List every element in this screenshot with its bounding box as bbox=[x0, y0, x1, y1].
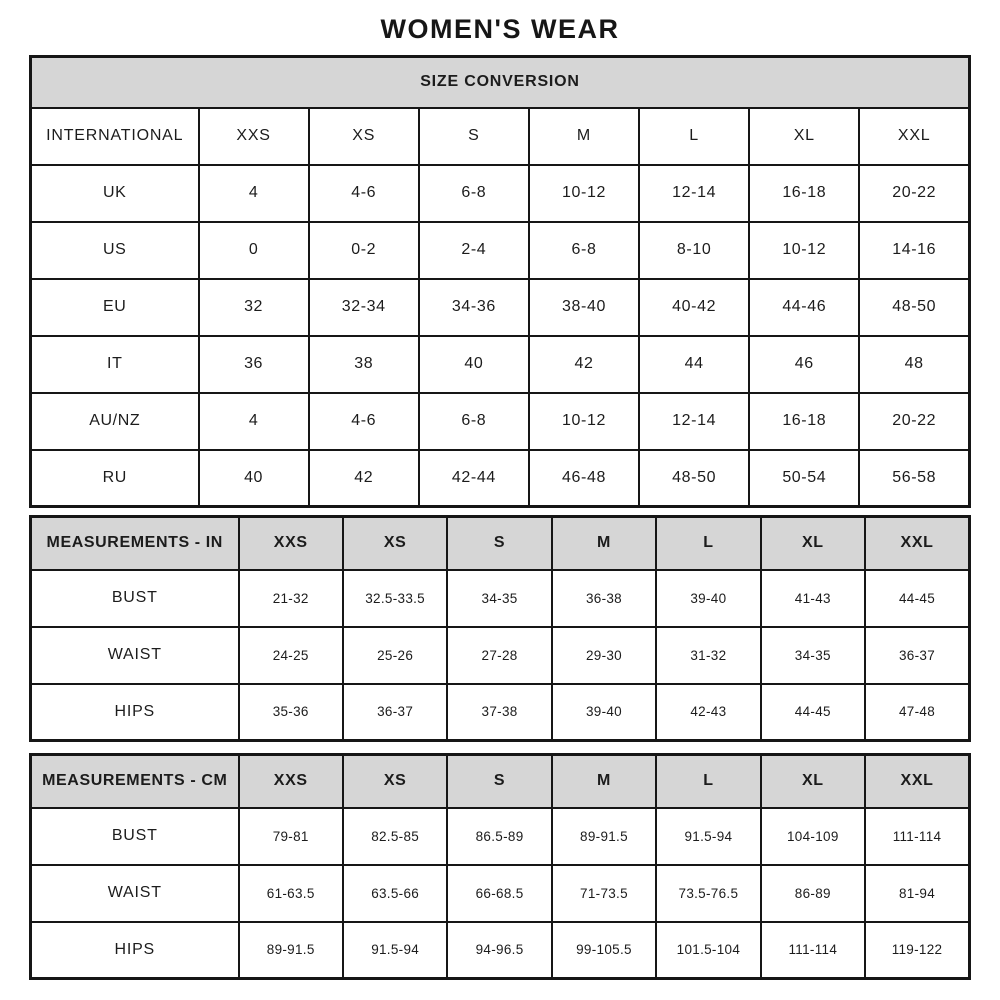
table-row-hips bbox=[31, 922, 970, 979]
value-cell: 16-18 bbox=[749, 393, 859, 450]
value-cell: 32 bbox=[199, 279, 309, 336]
size-header-s: S bbox=[447, 755, 551, 808]
value-cell: 34-36 bbox=[419, 279, 529, 336]
value-cell: 37-38 bbox=[447, 684, 551, 741]
value-cell: 16-18 bbox=[749, 165, 859, 222]
value-cell: 29-30 bbox=[552, 627, 656, 684]
value-cell: 94-96.5 bbox=[447, 922, 551, 979]
value-cell: 89-91.5 bbox=[239, 922, 343, 979]
value-cell: 8-10 bbox=[639, 222, 749, 279]
value-cell: 32-34 bbox=[309, 279, 419, 336]
value-cell: 44 bbox=[639, 336, 749, 393]
value-cell: 119-122 bbox=[865, 922, 969, 979]
value-cell: 63.5-66 bbox=[343, 865, 447, 922]
value-cell: 48-50 bbox=[859, 279, 969, 336]
row-label-bust: BUST bbox=[31, 570, 239, 627]
value-cell: 21-32 bbox=[239, 570, 343, 627]
value-cell: 12-14 bbox=[639, 393, 749, 450]
table-row-waist bbox=[31, 627, 970, 684]
row-label-au-nz: AU/NZ bbox=[31, 393, 199, 450]
row-label-bust: BUST bbox=[31, 808, 239, 865]
size-header-xs: XS bbox=[343, 517, 447, 570]
value-cell: 38 bbox=[309, 336, 419, 393]
value-cell: 20-22 bbox=[859, 393, 969, 450]
value-cell: 25-26 bbox=[343, 627, 447, 684]
value-cell: 44-46 bbox=[749, 279, 859, 336]
value-cell: 61-63.5 bbox=[239, 865, 343, 922]
sizes-header-row bbox=[31, 755, 970, 808]
size-header-xxs: XXS bbox=[239, 755, 343, 808]
measurements-cm-title: MEASUREMENTS - CM bbox=[31, 755, 239, 808]
value-cell: 12-14 bbox=[639, 165, 749, 222]
value-cell: 86.5-89 bbox=[447, 808, 551, 865]
value-cell: 104-109 bbox=[761, 808, 865, 865]
table-row-bust bbox=[31, 570, 970, 627]
value-cell: 56-58 bbox=[859, 450, 969, 507]
row-label-ru: RU bbox=[31, 450, 199, 507]
value-cell: 86-89 bbox=[761, 865, 865, 922]
value-cell: 10-12 bbox=[749, 222, 859, 279]
value-cell: 81-94 bbox=[865, 865, 969, 922]
row-label-waist: WAIST bbox=[31, 627, 239, 684]
value-cell: 0 bbox=[199, 222, 309, 279]
value-cell: 34-35 bbox=[447, 570, 551, 627]
value-cell: 91.5-94 bbox=[656, 808, 760, 865]
table-row-it bbox=[31, 336, 970, 393]
size-conversion-title: SIZE CONVERSION bbox=[31, 57, 970, 108]
value-cell: 40 bbox=[199, 450, 309, 507]
table-row-bust bbox=[31, 808, 970, 865]
value-cell: 4-6 bbox=[309, 393, 419, 450]
table-row-eu bbox=[31, 279, 970, 336]
size-header-m: M bbox=[552, 755, 656, 808]
value-cell: 6-8 bbox=[419, 393, 529, 450]
row-label-hips: HIPS bbox=[31, 684, 239, 741]
value-cell: 73.5-76.5 bbox=[656, 865, 760, 922]
value-cell: 10-12 bbox=[529, 165, 639, 222]
size-header-xxl: XXL bbox=[859, 108, 969, 165]
size-conversion-table bbox=[29, 55, 971, 508]
size-header-xxs: XXS bbox=[199, 108, 309, 165]
value-cell: 42 bbox=[309, 450, 419, 507]
value-cell: 35-36 bbox=[239, 684, 343, 741]
value-cell: 111-114 bbox=[761, 922, 865, 979]
value-cell: 44-45 bbox=[761, 684, 865, 741]
size-header-m: M bbox=[552, 517, 656, 570]
value-cell: 71-73.5 bbox=[552, 865, 656, 922]
row-label-waist: WAIST bbox=[31, 865, 239, 922]
value-cell: 6-8 bbox=[529, 222, 639, 279]
value-cell: 48 bbox=[859, 336, 969, 393]
table-gap bbox=[0, 742, 1000, 753]
size-header-s: S bbox=[447, 517, 551, 570]
size-header-xl: XL bbox=[761, 755, 865, 808]
value-cell: 82.5-85 bbox=[343, 808, 447, 865]
value-cell: 2-4 bbox=[419, 222, 529, 279]
value-cell: 99-105.5 bbox=[552, 922, 656, 979]
value-cell: 4 bbox=[199, 165, 309, 222]
value-cell: 41-43 bbox=[761, 570, 865, 627]
sizes-header-row bbox=[31, 108, 970, 165]
value-cell: 31-32 bbox=[656, 627, 760, 684]
value-cell: 36-38 bbox=[552, 570, 656, 627]
value-cell: 111-114 bbox=[865, 808, 969, 865]
size-header-xl: XL bbox=[749, 108, 859, 165]
value-cell: 34-35 bbox=[761, 627, 865, 684]
value-cell: 42 bbox=[529, 336, 639, 393]
value-cell: 66-68.5 bbox=[447, 865, 551, 922]
size-header-xl: XL bbox=[761, 517, 865, 570]
row-label-us: US bbox=[31, 222, 199, 279]
value-cell: 47-48 bbox=[865, 684, 969, 741]
value-cell: 44-45 bbox=[865, 570, 969, 627]
row-label-eu: EU bbox=[31, 279, 199, 336]
value-cell: 36-37 bbox=[343, 684, 447, 741]
value-cell: 101.5-104 bbox=[656, 922, 760, 979]
table-row-hips bbox=[31, 684, 970, 741]
row-label-it: IT bbox=[31, 336, 199, 393]
value-cell: 46 bbox=[749, 336, 859, 393]
value-cell: 42-44 bbox=[419, 450, 529, 507]
value-cell: 79-81 bbox=[239, 808, 343, 865]
size-header-m: M bbox=[529, 108, 639, 165]
value-cell: 48-50 bbox=[639, 450, 749, 507]
size-header-xxs: XXS bbox=[239, 517, 343, 570]
value-cell: 0-2 bbox=[309, 222, 419, 279]
sizes-header-row bbox=[31, 517, 970, 570]
value-cell: 4-6 bbox=[309, 165, 419, 222]
size-header-s: S bbox=[419, 108, 529, 165]
value-cell: 32.5-33.5 bbox=[343, 570, 447, 627]
value-cell: 39-40 bbox=[656, 570, 760, 627]
value-cell: 10-12 bbox=[529, 393, 639, 450]
size-header-l: L bbox=[639, 108, 749, 165]
page-title: WOMEN'S WEAR bbox=[380, 14, 620, 44]
table-row-au-nz bbox=[31, 393, 970, 450]
value-cell: 36 bbox=[199, 336, 309, 393]
table-gap bbox=[0, 508, 1000, 515]
value-cell: 40-42 bbox=[639, 279, 749, 336]
row-label-uk: UK bbox=[31, 165, 199, 222]
value-cell: 40 bbox=[419, 336, 529, 393]
table-row-waist bbox=[31, 865, 970, 922]
measurements-cm-table bbox=[29, 753, 971, 980]
size-header-l: L bbox=[656, 755, 760, 808]
value-cell: 91.5-94 bbox=[343, 922, 447, 979]
table-row-uk bbox=[31, 165, 970, 222]
table-row-ru bbox=[31, 450, 970, 507]
value-cell: 38-40 bbox=[529, 279, 639, 336]
value-cell: 39-40 bbox=[552, 684, 656, 741]
value-cell: 14-16 bbox=[859, 222, 969, 279]
size-header-xs: XS bbox=[309, 108, 419, 165]
value-cell: 6-8 bbox=[419, 165, 529, 222]
value-cell: 46-48 bbox=[529, 450, 639, 507]
value-cell: 36-37 bbox=[865, 627, 969, 684]
value-cell: 42-43 bbox=[656, 684, 760, 741]
size-header-xs: XS bbox=[343, 755, 447, 808]
value-cell: 24-25 bbox=[239, 627, 343, 684]
international-header: INTERNATIONAL bbox=[31, 108, 199, 165]
value-cell: 50-54 bbox=[749, 450, 859, 507]
value-cell: 4 bbox=[199, 393, 309, 450]
value-cell: 20-22 bbox=[859, 165, 969, 222]
value-cell: 27-28 bbox=[447, 627, 551, 684]
table-row-us bbox=[31, 222, 970, 279]
row-label-hips: HIPS bbox=[31, 922, 239, 979]
size-header-xxl: XXL bbox=[865, 517, 969, 570]
table-title-row bbox=[31, 57, 970, 108]
measurements-in-table bbox=[29, 515, 971, 742]
measurements-in-title: MEASUREMENTS - IN bbox=[31, 517, 239, 570]
size-header-xxl: XXL bbox=[865, 755, 969, 808]
size-header-l: L bbox=[656, 517, 760, 570]
value-cell: 89-91.5 bbox=[552, 808, 656, 865]
